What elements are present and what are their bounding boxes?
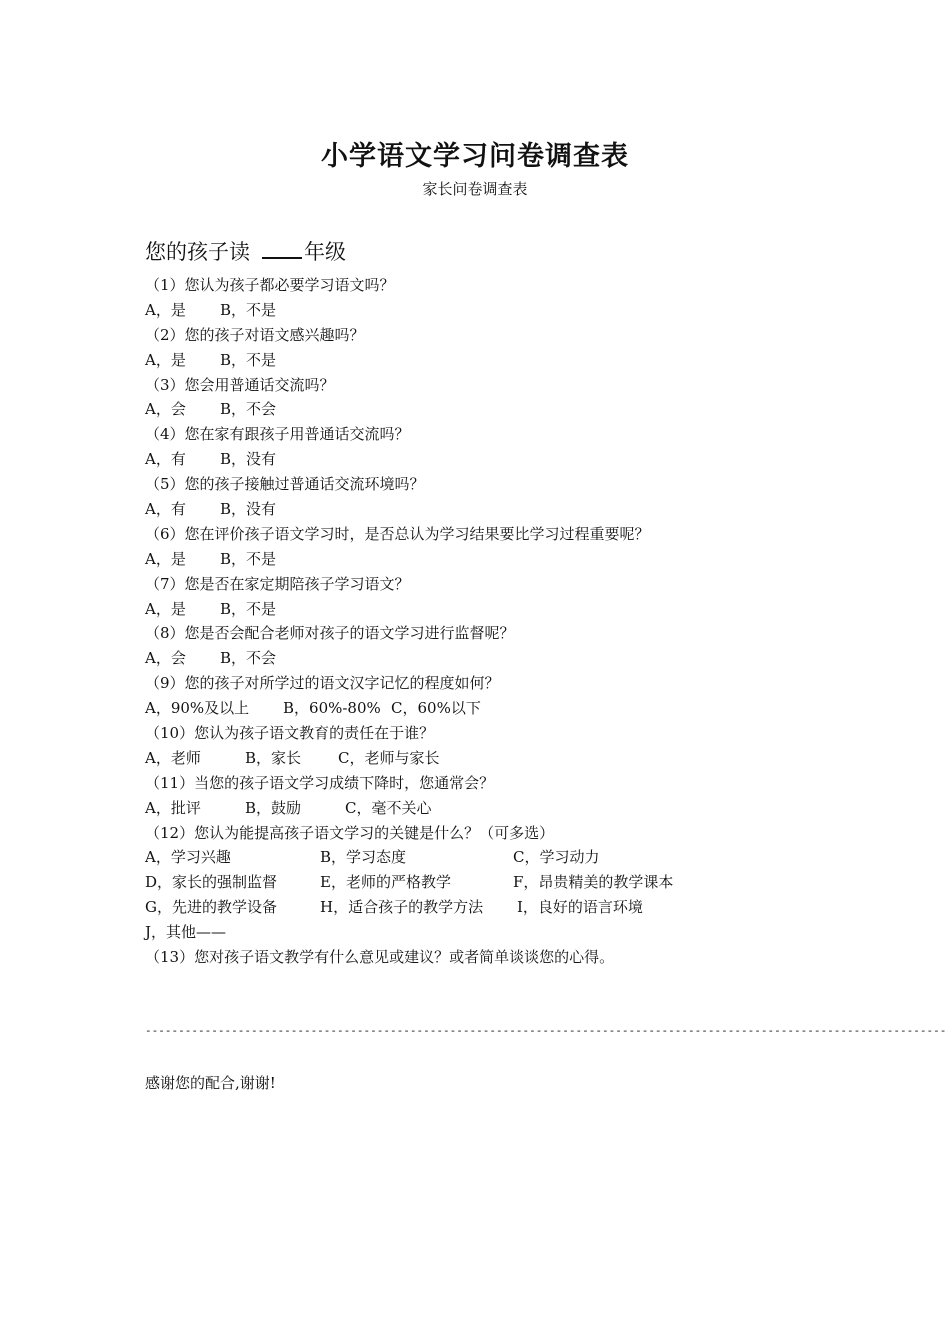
grade-blank[interactable] xyxy=(262,239,302,259)
option[interactable]: F，昂贵精美的教学课本 xyxy=(513,873,674,892)
options-5 xyxy=(145,497,845,522)
option[interactable]: C，60%以下 xyxy=(391,699,481,718)
options-12-row-4 xyxy=(145,920,845,945)
question-5: （5）您的孩子接触过普通话交流环境吗？ xyxy=(145,475,425,494)
question-12: （12）您认为能提高孩子语文学习的关键是什么？（可多选） xyxy=(145,823,555,842)
option[interactable]: C，老师与家长 xyxy=(338,748,440,767)
option[interactable]: J，其他—— xyxy=(145,923,227,942)
question-13: （13）您对孩子语文教学有什么意见或建议？或者简单谈谈您的心得。 xyxy=(145,948,615,967)
question-4: （4）您在家有跟孩子用普通话交流吗？ xyxy=(145,425,410,444)
option[interactable]: G，先进的教学设备 xyxy=(145,898,277,917)
options-10 xyxy=(145,746,845,771)
question-8: （8）您是否会配合老师对孩子的语文学习进行监督呢？ xyxy=(145,624,515,643)
question-list xyxy=(145,273,845,970)
page-subtitle: 家长问卷调查表 xyxy=(422,180,528,198)
option[interactable]: B，不是 xyxy=(220,300,277,319)
option[interactable]: C，毫不关心 xyxy=(345,798,432,817)
grade-prefix: 您的孩子读 xyxy=(145,240,250,264)
option[interactable]: A，有 xyxy=(145,500,186,519)
option[interactable]: C，学习动力 xyxy=(513,848,600,867)
grade-line xyxy=(145,236,346,266)
options-3 xyxy=(145,397,845,422)
option[interactable]: I，良好的语言环境 xyxy=(517,898,643,917)
option[interactable]: B，鼓励 xyxy=(245,798,302,817)
thanks-text: 感谢您的配合,谢谢! xyxy=(145,1074,276,1092)
option[interactable]: B，不是 xyxy=(220,599,277,618)
question-2: （2）您的孩子对语文感兴趣吗？ xyxy=(145,325,365,344)
option[interactable]: B，不会 xyxy=(220,400,277,419)
option[interactable]: A，学习兴趣 xyxy=(145,848,231,867)
options-11 xyxy=(145,796,845,821)
question-1: （1）您认为孩子都必要学习语文吗？ xyxy=(145,276,395,294)
option[interactable]: A，老师 xyxy=(145,748,201,767)
page-title: 小学语文学习问卷调查表 xyxy=(321,141,629,172)
option[interactable]: A，会 xyxy=(145,649,186,668)
question-9: （9）您的孩子对所学过的语文汉字记忆的程度如何？ xyxy=(145,674,500,693)
option[interactable]: A，是 xyxy=(145,599,186,618)
divider-line: ------------------------------------------------------------------------------------------------------------------------- xyxy=(145,1024,947,1037)
option[interactable]: B，60%-80% xyxy=(283,699,381,718)
options-12-row-3 xyxy=(145,895,845,920)
option[interactable]: B，不会 xyxy=(220,649,277,668)
option[interactable]: B，没有 xyxy=(220,500,277,519)
options-12-row-2 xyxy=(145,870,845,895)
option[interactable]: A，是 xyxy=(145,549,186,568)
question-11: （11）当您的孩子语文学习成绩下降时，您通常会？ xyxy=(145,773,495,792)
option[interactable]: E，老师的严格教学 xyxy=(320,873,451,892)
option[interactable]: B，家长 xyxy=(245,748,302,767)
options-6 xyxy=(145,547,845,572)
options-4 xyxy=(145,447,845,472)
option[interactable]: A，是 xyxy=(145,300,186,319)
question-3: （3）您会用普通话交流吗？ xyxy=(145,375,335,394)
option[interactable]: B，不是 xyxy=(220,549,277,568)
options-9 xyxy=(145,696,845,721)
options-7 xyxy=(145,597,845,622)
options-1 xyxy=(145,298,845,323)
option[interactable]: A，是 xyxy=(145,350,186,369)
options-12-row-1 xyxy=(145,845,845,870)
option[interactable]: A，批评 xyxy=(145,798,201,817)
question-6: （6）您在评价孩子语文学习时，是否总认为学习结果要比学习过程重要呢？ xyxy=(145,524,650,543)
question-10: （10）您认为孩子语文教育的责任在于谁？ xyxy=(145,724,435,743)
options-2 xyxy=(145,348,845,373)
option[interactable]: A，有 xyxy=(145,450,186,469)
options-8 xyxy=(145,646,845,671)
option[interactable]: B，不是 xyxy=(220,350,277,369)
option[interactable]: B，没有 xyxy=(220,450,277,469)
option[interactable]: H，适合孩子的教学方法 xyxy=(320,898,484,917)
option[interactable]: D，家长的强制监督 xyxy=(145,873,278,892)
option[interactable]: A，会 xyxy=(145,400,186,419)
option[interactable]: B，学习态度 xyxy=(320,848,407,867)
grade-suffix: 年级 xyxy=(304,240,346,264)
option[interactable]: A，90%及以上 xyxy=(145,699,250,718)
question-7: （7）您是否在家定期陪孩子学习语文？ xyxy=(145,574,410,593)
